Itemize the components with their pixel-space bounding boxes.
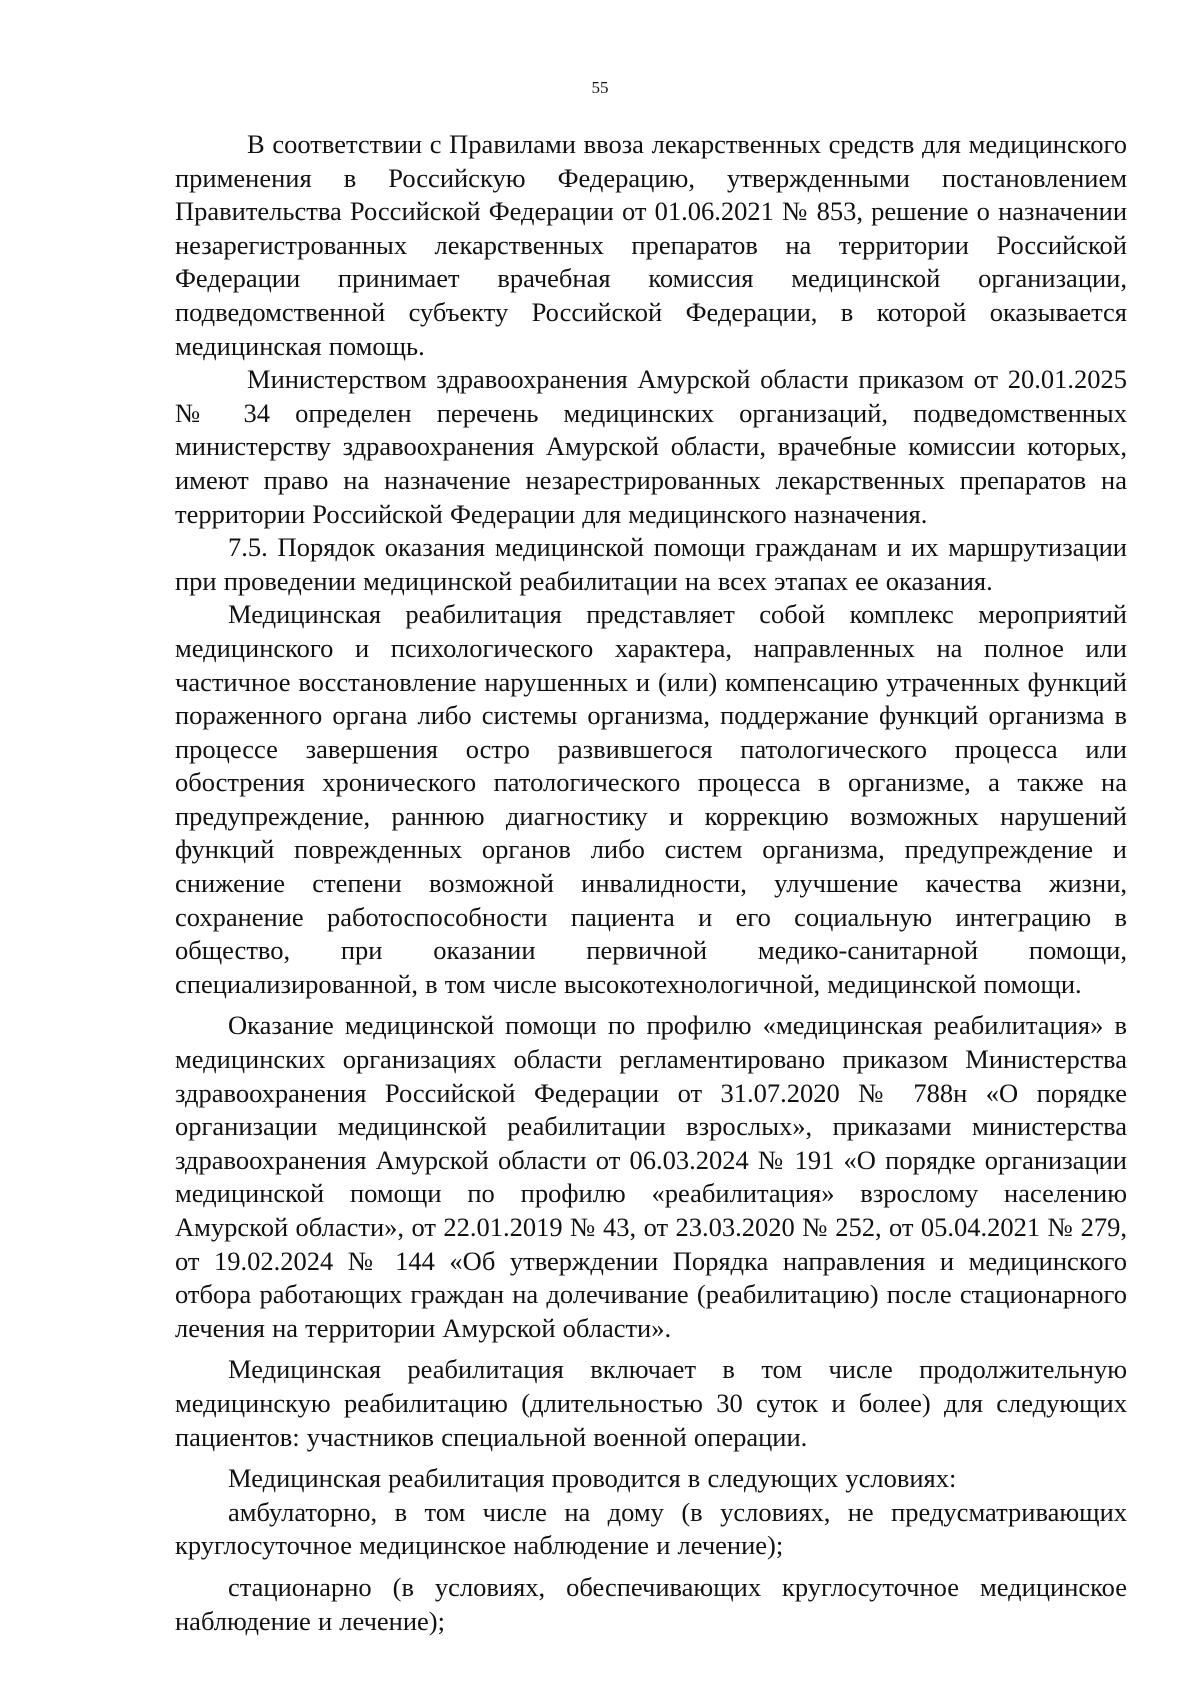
paragraph-long-term-rehab: Медицинская реабилитация включает в том числе продолжительную медицинскую реабилитацию (длительностью 30 суток и более) для следующих пациентов: участников специальной военной операции. [175,1354,1127,1452]
paragraph-rehab-regulation: Оказание медицинской помощи по профилю «медицинская реабилитация» в медицинских организациях области регламентировано приказом Министерства здравоохранения Российской Федерации от 31.07.2020 № 788н «О порядке организации медицинской реабилитации взрослых», приказами министерства здравоохранения Амурской области от 06.03.2024 № 191 «О порядке организации медицинской помощи по профилю «реабилитация» взрослому населению Амурской области», от 22.01.2019 № 43, от 23.03.2020 № 252, от 05.04.2021 № 279, от 19.02.2024 № 144 «Об утверждении Порядка направления и медицинского отбора работающих граждан на долечивание (реабилитацию) после стационарного лечения на территории Амурской области». [175,1010,1127,1343]
list-item-outpatient: амбулаторно, в том числе на дому (в условиях, не предусматривающих круглосуточное медицинское наблюдение и лечение); [175,1496,1127,1561]
paragraph-drug-import-rules: В соответствии с Правилами ввоза лекарственных средств для медицинского применения в Российскую Федерацию, утвержденными постановлением Правительства Российской Федерации от 01.06.2021 № 853, решение о назначении незарегистрованных лекарственных препаратов на территории Российской Федерации принимает врачебная комиссия медицинской организации, подведомственной субъекту Российской Федерации, в которой оказывается медицинская помощь. [175,129,1127,361]
page-number: 55 [591,78,609,97]
paragraph-rehab-definition: Медицинская реабилитация представляет собой комплекс мероприятий медицинского и психологического характера, направленных на полное или частичное восстановление нарушенных и (или) компенсацию утраченных функций пораженного органа либо системы организма, поддержание функций организма в процессе завершения остро развившегося патологического процесса или обострения хронического патологического процесса в организме, а также на предупреждение, раннюю диагностику и коррекцию возможных нарушений функций поврежденных органов либо систем организма, предупреждение и снижение степени возможной инвалидности, улучшение качества жизни, сохранение работоспособности пациента и его социальную интеграцию в общество, при оказании первичной медико-санитарной помощи, специализированной, в том числе высокотехнологичной, медицинской помощи. [175,599,1127,999]
document-body [175,128,1127,1638]
section-heading-7-5: 7.5. Порядок оказания медицинской помощи гражданам и их маршрутизации при проведении медицинской реабилитации на всех этапах ее оказания. [175,532,1127,596]
paragraph-ministry-order: Министерством здравоохранения Амурской области приказом от 20.01.2025 № 34 определен перечень медицинских организаций, подведомственных министерству здравоохранения Амурской области, врачебные комиссии которых, имеют право на назначение незарестрированных лекарственных препаратов на территории Российской Федерации для медицинского назначения. [175,364,1127,529]
list-item-inpatient: стационарно (в условиях, обеспечивающих круглосуточное медицинское наблюдение и лечение); [175,1571,1127,1636]
paragraph-rehab-conditions: Медицинская реабилитация проводится в следующих условиях: [228,1463,957,1494]
